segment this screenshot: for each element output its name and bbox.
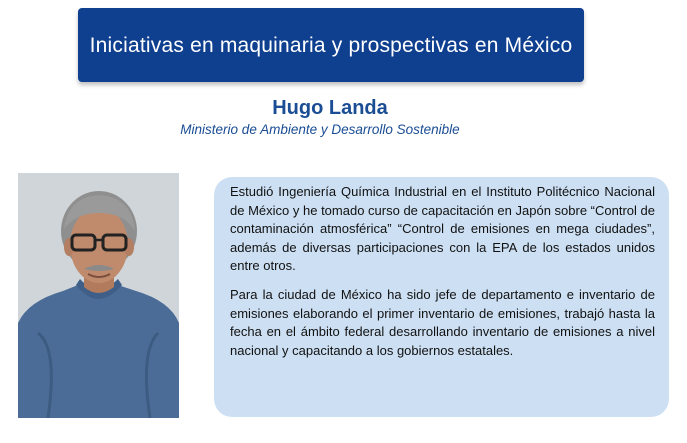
speaker-portrait-icon <box>18 173 179 418</box>
speaker-name: Hugo Landa <box>272 97 388 119</box>
bio-paragraph: Para la ciudad de México ha sido jefe de departamento e inventario de emisiones elaborando el primer inventario de emisiones, trabajó hasta la fecha en el ámbito federal desarrollando inventario de emisiones a nivel nacional y capacitando a los gobiernos estatales. <box>230 286 655 358</box>
title-banner <box>78 8 584 82</box>
speaker-photo <box>18 173 179 418</box>
bio-panel <box>214 177 669 417</box>
speaker-organization: Ministerio de Ambiente y Desarrollo Sostenible <box>180 122 460 137</box>
page-title: Iniciativas en maquinaria y prospectivas en México <box>89 33 573 57</box>
bio-paragraph: Estudió Ingeniería Química Industrial en el Instituto Politécnico Nacional de México y he tomado curso de capacitación en Japón sobre “Control de contaminación atmosférica” “Control de emisiones en mega ciudades”, además de diversas participaciones con la EPA de los estados unidos entre otros. <box>230 184 655 274</box>
